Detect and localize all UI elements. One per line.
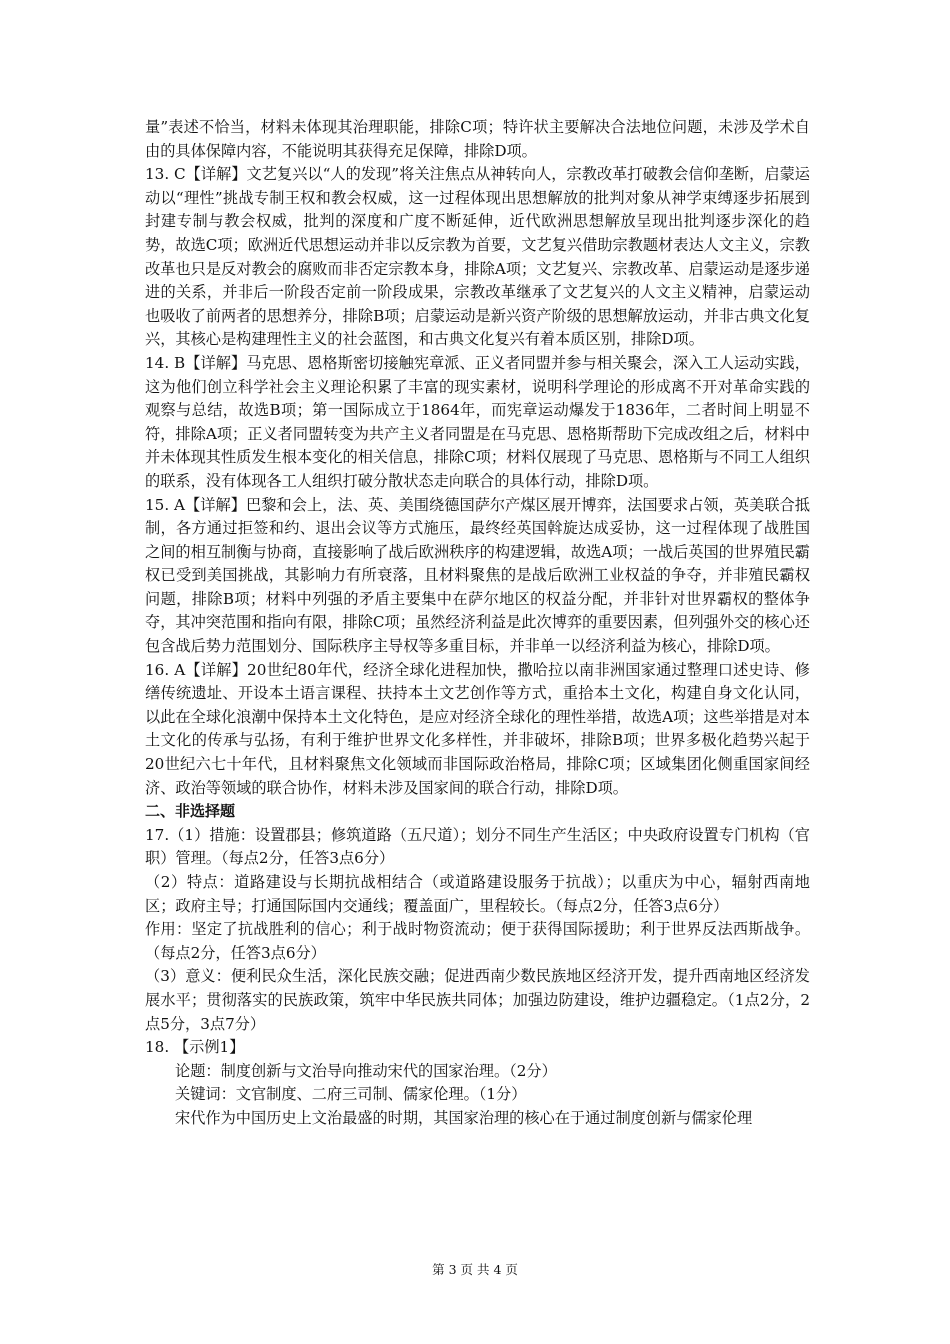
answer-18-topic: 论题：制度创新与文治导向推动宋代的国家治理。（2分） [175,1061,557,1080]
answer-17-part2-effects: 作用：坚定了抗战胜利的信心；利于战时物资流动；便于获得国际援助；利于世界反法西斯战争。（每点2分，任答3点6分） [145,920,810,962]
answer-content [145,116,810,1131]
answer-17-part1: 17.（1）措施：设置郡县；修筑道路（五尺道）；划分不同生产生活区；中央政府设置专门机构（官职）管理。（每点2分，任答3点6分） [145,825,810,868]
section-heading: 二、非选择题 [145,802,236,821]
answer-13: 13. C【详解】文艺复兴以“人的发现”将关注焦点从神转向人，宗教改革打破教会信仰垄断，启蒙运动以“理性”挑战专制王权和教会权威，这一过程体现出思想解放的批判对象从神学束缚逐步拓展到封建专制与教会权威，批判的深度和广度不断延伸，近代欧洲思想解放呈现出批判逐步深化的趋势，故选C项；欧洲近代思想运动并非以反宗教为首要，文艺复兴借助宗教题材表达人文主义，宗教改革也只是反对教会的腐败而非否定宗教本身，排除A项；文艺复兴、宗教改革、启蒙运动是逐步递进的关系，并非后一阶段否定前一阶段成果，宗教改革继承了文艺复兴的人文主义精神，启蒙运动也吸收了前两者的思想养分，排除B项；启蒙运动是新兴资产阶级的思想解放运动，并非古典文化复兴，其核心是构建理性主义的社会蓝图，和古典文化复兴有着本质区别，排除D项。 [145,165,810,349]
answer-15: 15. A【详解】巴黎和会上，法、英、美围绕德国萨尔产煤区展开博弈，法国要求占领，英美联合抵制，各方通过拒签和约、退出会议等方式施压，最终经英国斡旋达成妥协，这一过程体现了战胜国之间的相互制衡与协商，直接影响了战后欧洲秩序的构建逻辑，故选A项；一战后英国的世界殖民霸权已受到美国挑战，其影响力有所衰落，且材料聚焦的是战后欧洲工业权益的争夺，并非殖民霸权问题，排除B项；材料中列强的矛盾主要集中在萨尔地区的权益分配，并非针对世界霸权的整体争夺，其冲突范围和指向有限，排除C项；虽然经济利益是此次博弈的重要因素，但列强外交的核心还包含战后势力范围划分、国际秩序主导权等多重目标，并非单一以经济利益为核心，排除D项。 [145,495,810,656]
answer-18-keywords: 关键词：文官制度、二府三司制、儒家伦理。（1分） [175,1085,527,1104]
paragraph-continuation: 量”表述不恰当，材料未体现其治理职能，排除C项；特许状主要解决合法地位问题，未涉及学术自由的具体保障内容，不能说明其获得充足保障，排除D项。 [145,118,810,160]
page-footer: 第 3 页 共 4 页 [432,1262,518,1277]
answer-14: 14. B【详解】马克思、恩格斯密切接触宪章派、正义者同盟并参与相关聚会，深入工人运动实践，这为他们创立科学社会主义理论积累了丰富的现实素材，说明科学理论的形成离不开对革命实践的观察与总结，故选B项；第一国际成立于1864年，而宪章运动爆发于1836年，二者时间上明显不符，排除A项；正义者同盟转变为共产主义者同盟是在马克思、恩格斯帮助下完成改组之后，材料中并未体现其性质发生根本变化的相关信息，排除C项；材料仅展现了马克思、恩格斯与不同工人组织的联系，没有体现各工人组织打破分散状态走向联合的具体行动，排除D项。 [145,353,810,490]
answer-17-part3: （3）意义：便利民众生活，深化民族交融；促进西南少数民族地区经济开发，提升西南地区经济发展水平；贯彻落实的民族政策，筑牢中华民族共同体；加强边防建设，维护边疆稳定。（1点2分，2点5分，3点7分） [145,967,810,1033]
answer-18-body: 宋代作为中国历史上文治最盛的时期，其国家治理的核心在于通过制度创新与儒家伦理 [175,1108,753,1127]
answer-16: 16. A【详解】20世纪80年代，经济全球化进程加快，撒哈拉以南非洲国家通过整理口述史诗、修缮传统遗址、开设本土语言课程、扶持本土文艺创作等方式，重拾本土文化，构建自身文化认同，以此在全球化浪潮中保持本土文化特色，是应对经济全球化的理性举措，故选A项；这些举措是对本土文化的传承与弘扬，有利于维护世界文化多样性，并非破坏，排除B项；世界多极化趋势兴起于20世纪六七十年代，且材料聚焦文化领域而非国际政治格局，排除C项；区域集团化侧重国家间经济、政治等领域的联合协作，材料未涉及国家间的联合行动，排除D项。 [145,660,810,797]
answer-18-title: 18. 【示例1】 [145,1038,245,1057]
answer-17-part2-features: （2）特点：道路建设与长期抗战相结合（或道路建设服务于抗战）；以重庆为中心，辐射西南地区；政府主导；打通国际国内交通线；覆盖面广，里程较长。（每点2分，任答3点6分） [145,873,810,915]
